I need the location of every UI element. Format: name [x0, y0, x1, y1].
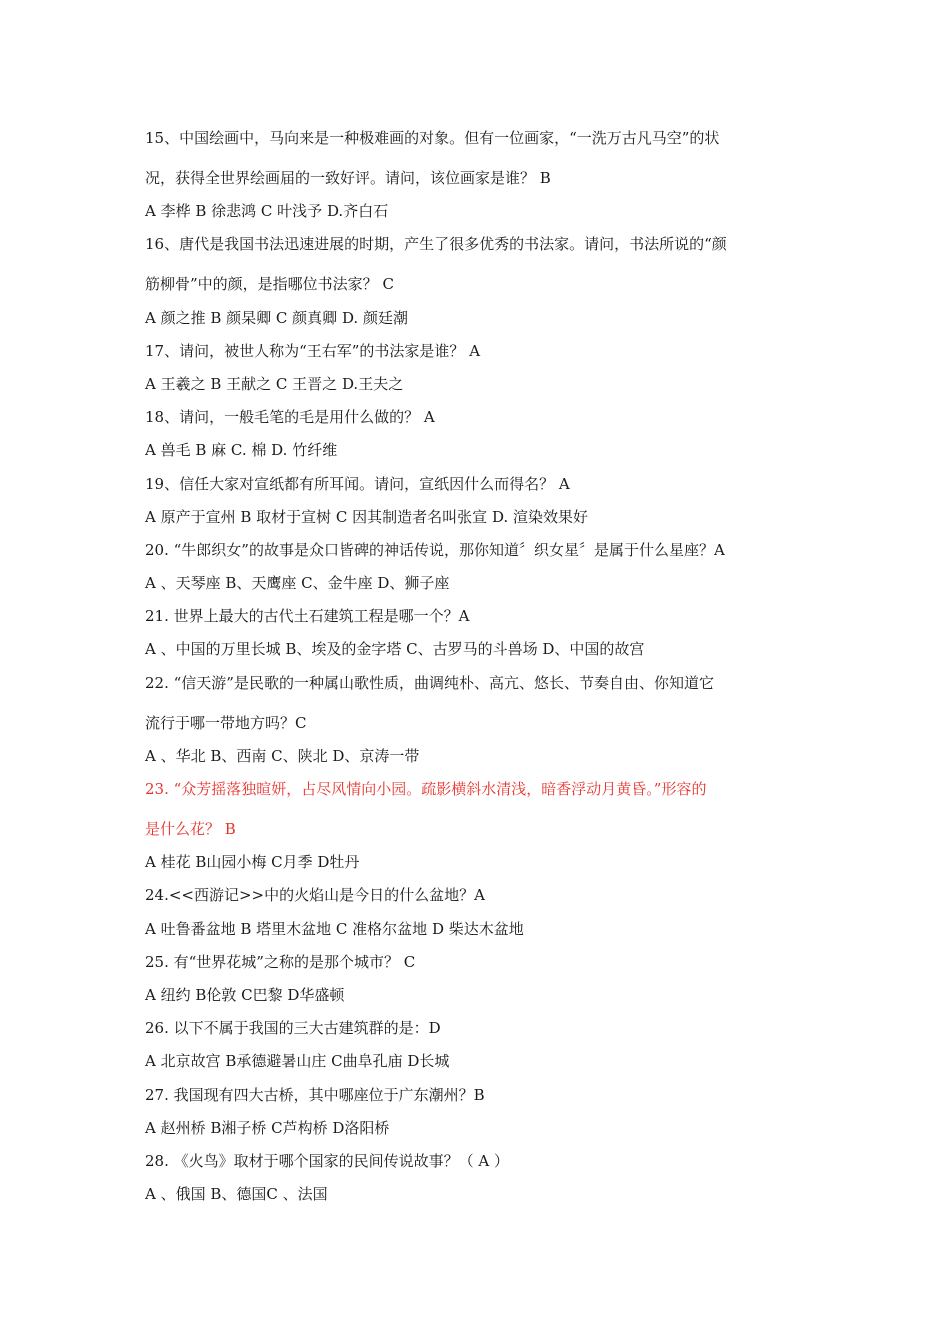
text-line: 20. “牛郎织女”的故事是众口皆碑的神话传说，那你知道〞织女星〞是属于什么星座？A [145, 540, 725, 559]
text-line: A 、中国的万里长城 B、埃及的金字塔 C、古罗马的斗兽场 D、中国的故宫 [145, 640, 645, 659]
text-line: 24.<<西游记>>中的火焰山是今日的什么盆地？A [145, 886, 485, 905]
text-line: 25. 有“世界花城”之称的是那个城市？ C [145, 952, 416, 971]
text-line: 15、中国绘画中，马向来是一种极难画的对象。但有一位画家，“一洗万古凡马空”的状 [145, 129, 720, 147]
text-line: A 颜之推 B 颜杲卿 C 颜真卿 D. 颜廷潮 [145, 308, 408, 327]
text-line: A 吐鲁番盆地 B 塔里木盆地 C 准格尔盆地 D 柴达木盆地 [145, 919, 524, 938]
text-line: 22. “信天游”是民歌的一种属山歌性质，曲调纯朴、高亢、悠长、节奏自由、你知道它 [145, 673, 714, 692]
text-line: 流行于哪一带地方吗？C [145, 713, 307, 732]
text-line: 19、信任大家对宣纸都有所耳闻。请问，宣纸因什么而得名？ A [145, 474, 570, 493]
text-line: 18、请问，一般毛笔的毛是用什么做的？ A [145, 408, 435, 427]
text-line: 21. 世界上最大的古代土石建筑工程是哪一个？A [145, 607, 470, 626]
text-line: 17、请问，被世人称为“王右军”的书法家是谁？ A [145, 341, 481, 360]
text-line: 是什么花？ B [145, 820, 236, 838]
text-line: 16、唐代是我国书法迅速进展的时期，产生了很多优秀的书法家。请问，书法所说的“颜 [145, 235, 727, 254]
text-line: A 桂花 B山园小梅 C月季 D牡丹 [145, 853, 360, 872]
text-line: A 李桦 B 徐悲鸿 C 叶浅予 D.齐白石 [145, 202, 389, 221]
text-line: 23. “众芳摇落独暄妍，占尽风情向小园。疏影横斜水清浅，暗香浮动月黄昏。”形容的 [145, 780, 707, 798]
text-line: A 、华北 B、西南 C、陕北 D、京涛一带 [145, 746, 420, 765]
text-line: A 原产于宣州 B 取材于宣树 C 因其制造者名叫张宣 D. 渲染效果好 [145, 507, 588, 526]
text-line: A 、天琴座 B、天鹰座 C、金牛座 D、狮子座 [145, 574, 450, 593]
text-line: A 王羲之 B 王献之 C 王晋之 D.王夫之 [145, 374, 404, 393]
text-line: A 赵州桥 B湘子桥 C芦构桥 D洛阳桥 [145, 1118, 390, 1137]
text-line: A 兽毛 B 麻 C. 棉 D. 竹纤维 [145, 441, 338, 460]
text-line: 28. 《火鸟》取材于哪个国家的民间传说故事？（ A ） [145, 1151, 509, 1170]
text-line: 筋柳骨”中的颜，是指哪位书法家？ C [145, 275, 394, 294]
text-line: 况，获得全世界绘画届的一致好评。请问，该位画家是谁？ B [145, 169, 551, 187]
text-line: A 北京故宫 B承德避暑山庄 C曲阜孔庙 D长城 [145, 1052, 450, 1071]
text-line: 26. 以下不属于我国的三大古建筑群的是：D [145, 1019, 441, 1038]
text-line: A 、俄国 B、德国C 、法国 [145, 1185, 328, 1204]
document-page [145, 124, 810, 1213]
text-line: A 纽约 B伦敦 C巴黎 D华盛顿 [145, 985, 345, 1004]
text-line: 27. 我国现有四大古桥，其中哪座位于广东潮州？B [145, 1085, 485, 1104]
